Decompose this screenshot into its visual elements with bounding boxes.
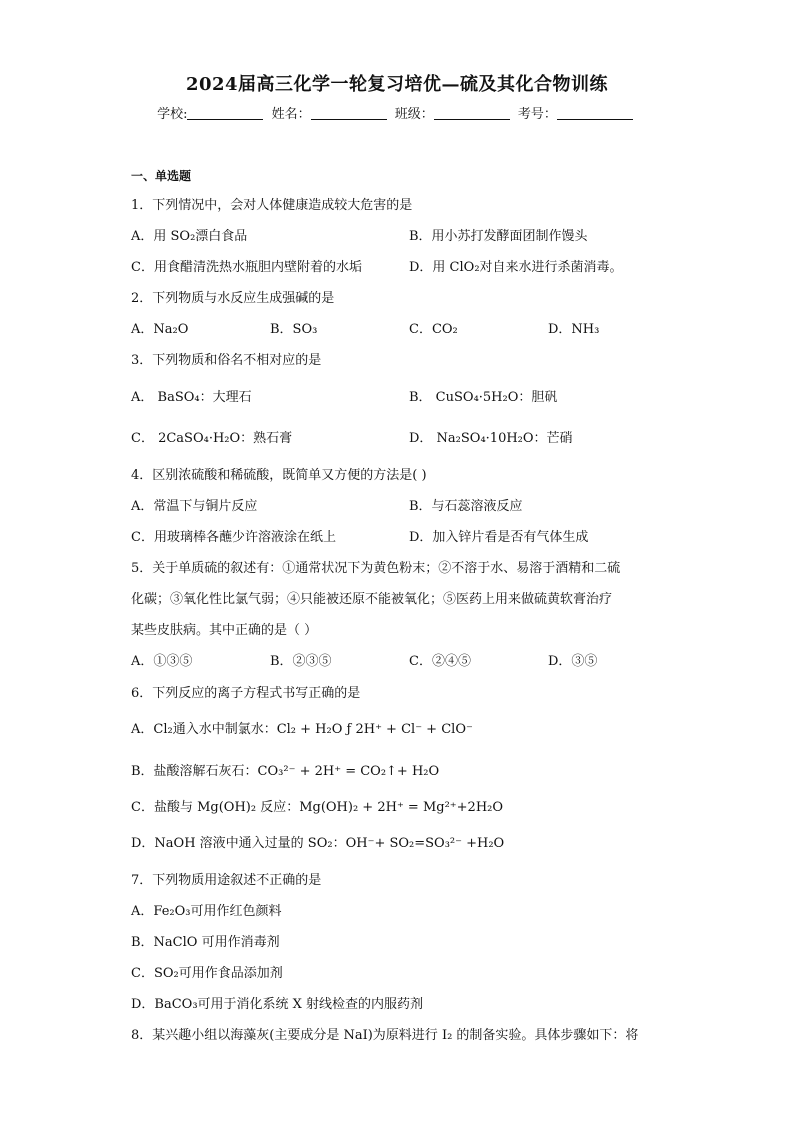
student-info-line <box>0 103 794 122</box>
question-3-option-a: A． BaSO₄：大理石 <box>131 390 252 405</box>
question-7-option-b: B．NaClO 可用作消毒剂 <box>131 935 280 950</box>
name-blank[interactable] <box>311 105 387 120</box>
question-1-option-c: C．用食醋清洗热水瓶胆内壁附着的水垢 <box>131 260 362 275</box>
class-label: 班级： <box>394 107 434 122</box>
question-6-option-b: B．盐酸溶解石灰石：CO₃²⁻ + 2H⁺ = CO₂↑+ H₂O <box>131 764 440 779</box>
school-blank[interactable] <box>187 105 263 120</box>
question-5-stem-line-2: 化碳；③氧化性比氯气弱；④只能被还原不能被氧化；⑤医药上用来做硫黄软膏治疗 <box>131 592 613 607</box>
question-7-option-a: A．Fe₂O₃可用作红色颜料 <box>131 904 282 919</box>
question-2-option-c: C．CO₂ <box>409 322 458 337</box>
question-6-option-a: A．Cl₂通入水中制氯水：Cl₂ + H₂O ƒ 2H⁺ + Cl⁻ + ClO⁻ <box>131 722 473 737</box>
class-blank[interactable] <box>434 105 510 120</box>
question-4-option-c: C．用玻璃棒各蘸少许溶液涂在纸上 <box>131 530 336 545</box>
question-3-option-d: D． Na₂SO₄·10H₂O：芒硝 <box>409 431 573 446</box>
question-1-option-a: A．用 SO₂漂白食品 <box>131 229 248 244</box>
question-5-option-c: C．②④⑤ <box>409 654 471 669</box>
question-1-stem: 1．下列情况中，会对人体健康造成较大危害的是 <box>131 198 413 213</box>
question-4-stem: 4．区别浓硫酸和稀硫酸，既简单又方便的方法是( ) <box>131 468 427 483</box>
page-title: 2024届高三化学一轮复习培优—硫及其化合物训练 <box>185 74 609 95</box>
question-5-stem-line-1: 5．关于单质硫的叙述有：①通常状况下为黄色粉末；②不溶于水、易溶于酒精和二硫 <box>131 561 621 576</box>
question-6-option-d: D．NaOH 溶液中通入过量的 SO₂：OH⁻+ SO₂=SO₃²⁻ +H₂O <box>131 836 505 851</box>
question-3-option-c: C． 2CaSO₄·H₂O：熟石膏 <box>131 431 293 446</box>
question-4-option-b: B．与石蕊溶液反应 <box>409 499 523 514</box>
question-4-option-a: A．常温下与铜片反应 <box>131 499 258 514</box>
question-7-option-c: C．SO₂可用作食品添加剂 <box>131 966 283 981</box>
exam-no-blank[interactable] <box>557 105 633 120</box>
question-3-option-b: B． CuSO₄·5H₂O：胆矾 <box>409 390 558 405</box>
question-5-option-b: B．②③⑤ <box>270 654 332 669</box>
question-1-option-b: B．用小苏打发酵面团制作馒头 <box>409 229 588 244</box>
question-6-stem: 6．下列反应的离子方程式书写正确的是 <box>131 686 361 701</box>
question-7-option-d: D．BaCO₃可用于消化系统 X 射线检查的内服药剂 <box>131 997 424 1012</box>
name-label: 姓名： <box>271 107 311 122</box>
question-3-stem: 3．下列物质和俗名不相对应的是 <box>131 353 322 368</box>
question-5-option-d: D．③⑤ <box>548 654 598 669</box>
question-8-stem: 8．某兴趣小组以海藻灰(主要成分是 NaI)为原料进行 I₂ 的制备实验。具体步骤如下：将 <box>131 1028 639 1043</box>
question-2-option-b: B．SO₃ <box>270 322 318 337</box>
question-1-option-d: D．用 ClO₂对自来水进行杀菌消毒。 <box>409 260 623 275</box>
exam-no-label: 考号： <box>517 107 557 122</box>
question-2-stem: 2．下列物质与水反应生成强碱的是 <box>131 291 335 306</box>
question-2-option-d: D．NH₃ <box>548 322 600 337</box>
section-title: 一、单选题 <box>131 169 192 183</box>
question-4-option-d: D．加入锌片看是否有气体生成 <box>409 530 589 545</box>
question-7-stem: 7．下列物质用途叙述不正确的是 <box>131 873 322 888</box>
question-5-stem-line-3: 某些皮肤病。其中正确的是（ ） <box>131 623 318 638</box>
school-label: 学校: <box>157 107 188 122</box>
question-2-option-a: A．Na₂O <box>131 322 189 337</box>
question-5-option-a: A．①③⑤ <box>131 654 193 669</box>
question-6-option-c: C．盐酸与 Mg(OH)₂ 反应：Mg(OH)₂ + 2H⁺ = Mg²⁺+2H₂O <box>131 800 504 815</box>
